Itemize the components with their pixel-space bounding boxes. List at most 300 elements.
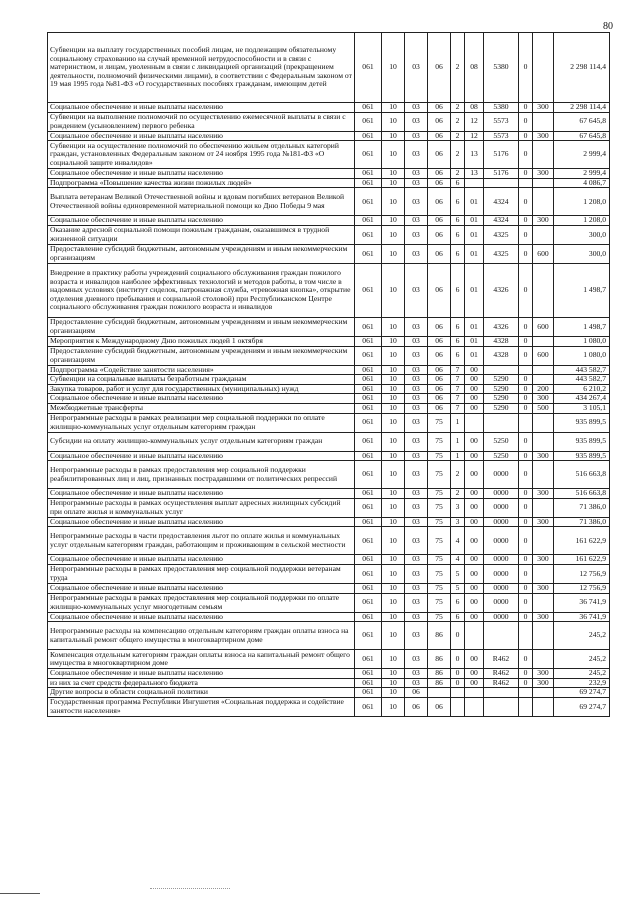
cell-ministry-code: 061: [355, 527, 382, 555]
cell-amount: 71 386,0: [554, 517, 610, 527]
cell-digit: 0: [519, 527, 533, 555]
cell-program: 75: [428, 583, 451, 593]
row-name: Внедрение в практику работы учреждений социального обслуживания граждан пожилого возраста и инвалидов наиболее эффективных технологий и методов работы, в том числе в надомных условиях (институт сиделок, патронажная служба, «тревожная кнопка», открытие отделения дневного пребывания и социальной столовой) при Республиканском Центре социального обслуживания граждан пожилого возраста и инвалидов: [48, 263, 355, 317]
cell-digit: 0: [519, 564, 533, 583]
cell-subsection: 03: [405, 169, 428, 179]
table-row: [48, 346, 610, 365]
cell-expense-type: 300: [533, 612, 554, 622]
cell-subprogram: [451, 688, 465, 698]
cell-event: 01: [465, 244, 484, 263]
table-row: [48, 650, 610, 669]
cell-program: 06: [428, 216, 451, 226]
cell-event: 13: [465, 141, 484, 169]
cell-subprogram: 2: [451, 141, 465, 169]
cell-amount: 2 298 114,4: [554, 33, 610, 103]
cell-subprogram: 6: [451, 216, 465, 226]
cell-digit: 0: [519, 517, 533, 527]
cell-program: 06: [428, 317, 451, 336]
cell-subsection: 03: [405, 564, 428, 583]
cell-direction: 5290: [484, 375, 519, 385]
cell-subprogram: 0: [451, 622, 465, 650]
cell-expense-type: [533, 593, 554, 612]
cell-direction: 4325: [484, 225, 519, 244]
cell-subsection: 03: [405, 650, 428, 669]
cell-ministry-code: 061: [355, 384, 382, 394]
cell-event: 00: [465, 489, 484, 499]
cell-section: 10: [382, 555, 405, 565]
cell-ministry-code: 061: [355, 317, 382, 336]
table-row: [48, 178, 610, 188]
cell-event: 01: [465, 263, 484, 317]
cell-ministry-code: 061: [355, 112, 382, 131]
cell-event: 12: [465, 112, 484, 131]
table-row: [48, 432, 610, 451]
cell-expense-type: 600: [533, 244, 554, 263]
row-name: Предоставление субсидий бюджетным, автономным учреждениям и иным некоммерческим организациям: [48, 346, 355, 365]
row-name: Субвенции на выполнение полномочий по осуществлению ежемесячной выплаты в связи с рождением (усыновлением) первого ребенка: [48, 112, 355, 131]
table-row: [48, 317, 610, 336]
row-name: Социальное обеспечение и иные выплаты населению: [48, 216, 355, 226]
cell-direction: 4326: [484, 263, 519, 317]
cell-ministry-code: 061: [355, 612, 382, 622]
cell-program: 06: [428, 365, 451, 375]
cell-subprogram: 2: [451, 169, 465, 179]
cell-amount: 2 298 114,4: [554, 103, 610, 113]
cell-direction: 4328: [484, 346, 519, 365]
table-row: [48, 564, 610, 583]
cell-section: 10: [382, 169, 405, 179]
cell-amount: 1 208,0: [554, 216, 610, 226]
cell-digit: 0: [519, 489, 533, 499]
cell-expense-type: 300: [533, 216, 554, 226]
cell-digit: 0: [519, 33, 533, 103]
cell-digit: [519, 697, 533, 716]
cell-digit: 0: [519, 336, 533, 346]
cell-expense-type: [533, 688, 554, 698]
cell-section: 10: [382, 650, 405, 669]
cell-program: 06: [428, 169, 451, 179]
row-name: Социальное обеспечение и иные выплаты населению: [48, 517, 355, 527]
cell-section: 10: [382, 498, 405, 517]
cell-subsection: 03: [405, 612, 428, 622]
cell-program: 06: [428, 225, 451, 244]
cell-event: 00: [465, 403, 484, 413]
cell-subsection: 03: [405, 375, 428, 385]
cell-amount: 935 899,5: [554, 432, 610, 451]
cell-program: 06: [428, 375, 451, 385]
cell-subsection: 03: [405, 413, 428, 432]
cell-subsection: 03: [405, 178, 428, 188]
cell-digit: 0: [519, 498, 533, 517]
cell-amount: 245,2: [554, 650, 610, 669]
cell-amount: 443 582,7: [554, 365, 610, 375]
cell-direction: 5176: [484, 141, 519, 169]
cell-program: 75: [428, 593, 451, 612]
cell-expense-type: [533, 33, 554, 103]
cell-direction: R462: [484, 669, 519, 679]
cell-subsection: 03: [405, 317, 428, 336]
table-row: [48, 593, 610, 612]
row-name: Социальное обеспечение и иные выплаты населению: [48, 555, 355, 565]
cell-ministry-code: 061: [355, 103, 382, 113]
cell-amount: 232,9: [554, 678, 610, 688]
row-name: Непрограммные расходы в рамках осуществления выплат адресных жилищных субсидий при оплате жилья и коммунальных услуг: [48, 498, 355, 517]
cell-program: 06: [428, 384, 451, 394]
table-row: [48, 141, 610, 169]
cell-direction: [484, 413, 519, 432]
row-name: Социальное обеспечение и иные выплаты населению: [48, 169, 355, 179]
cell-subprogram: 2: [451, 103, 465, 113]
cell-subprogram: 1: [451, 413, 465, 432]
cell-subprogram: 6: [451, 317, 465, 336]
cell-subprogram: 0: [451, 669, 465, 679]
cell-expense-type: 300: [533, 394, 554, 404]
cell-subsection: 03: [405, 336, 428, 346]
cell-event: 01: [465, 346, 484, 365]
cell-expense-type: 600: [533, 317, 554, 336]
cell-section: 10: [382, 669, 405, 679]
cell-expense-type: [533, 225, 554, 244]
cell-amount: 71 386,0: [554, 498, 610, 517]
cell-expense-type: 600: [533, 346, 554, 365]
cell-direction: 0000: [484, 498, 519, 517]
cell-amount: 161 622,9: [554, 527, 610, 555]
cell-subprogram: 6: [451, 178, 465, 188]
cell-direction: 4326: [484, 317, 519, 336]
cell-event: [465, 697, 484, 716]
cell-amount: 36 741,9: [554, 593, 610, 612]
cell-digit: [519, 622, 533, 650]
table-row: [48, 263, 610, 317]
row-name: Непрограммные расходы в рамках реализации мер социальной поддержки по оплате жилищно-коммунальных услуг отдельным категориям граждан: [48, 413, 355, 432]
cell-expense-type: [533, 498, 554, 517]
cell-subprogram: 1: [451, 432, 465, 451]
cell-subprogram: 0: [451, 650, 465, 669]
cell-subsection: 03: [405, 244, 428, 263]
cell-subsection: 03: [405, 555, 428, 565]
row-name: Социальное обеспечение и иные выплаты населению: [48, 451, 355, 461]
cell-event: 00: [465, 432, 484, 451]
cell-ministry-code: 061: [355, 669, 382, 679]
cell-expense-type: [533, 263, 554, 317]
row-name: Социальное обеспечение и иные выплаты населению: [48, 103, 355, 113]
cell-event: 00: [465, 678, 484, 688]
cell-expense-type: [533, 622, 554, 650]
cell-digit: 0: [519, 103, 533, 113]
cell-subsection: 03: [405, 131, 428, 141]
cell-section: 10: [382, 697, 405, 716]
cell-ministry-code: 061: [355, 141, 382, 169]
cell-subsection: 03: [405, 489, 428, 499]
row-name: Выплата ветеранам Великой Отечественной войны и вдовам погибших ветеранов Великой Отечественной войны единовременной материальной помощи ко Дню Победы 9 мая: [48, 188, 355, 216]
cell-event: 00: [465, 394, 484, 404]
cell-event: 08: [465, 33, 484, 103]
cell-direction: 0000: [484, 564, 519, 583]
cell-ministry-code: 061: [355, 555, 382, 565]
cell-direction: 5250: [484, 432, 519, 451]
cell-subprogram: 1: [451, 451, 465, 461]
cell-ministry-code: 061: [355, 169, 382, 179]
cell-digit: 0: [519, 403, 533, 413]
cell-section: 10: [382, 403, 405, 413]
row-name: Социальное обеспечение и иные выплаты населению: [48, 612, 355, 622]
cell-expense-type: 300: [533, 669, 554, 679]
cell-event: 00: [465, 564, 484, 583]
cell-digit: 0: [519, 141, 533, 169]
cell-ministry-code: 061: [355, 461, 382, 489]
row-name: Непрограммные расходы в рамках предоставления мер социальной поддержки реабилитированных лиц и лиц, признанных пострадавшими от политических репрессий: [48, 461, 355, 489]
cell-direction: 5290: [484, 403, 519, 413]
cell-digit: 0: [519, 451, 533, 461]
cell-digit: 0: [519, 216, 533, 226]
table-row: [48, 555, 610, 565]
table-row: [48, 622, 610, 650]
cell-subsection: 03: [405, 622, 428, 650]
cell-subprogram: 7: [451, 375, 465, 385]
cell-digit: [519, 178, 533, 188]
cell-event: 08: [465, 103, 484, 113]
row-name: Социальное обеспечение и иные выплаты населению: [48, 131, 355, 141]
cell-subprogram: 7: [451, 394, 465, 404]
table-row: [48, 216, 610, 226]
table-row: [48, 669, 610, 679]
cell-expense-type: 300: [533, 583, 554, 593]
row-name: Субсидии на оплату жилищно-коммунальных услуг отдельным категориям граждан: [48, 432, 355, 451]
cell-program: 75: [428, 612, 451, 622]
cell-subprogram: 6: [451, 336, 465, 346]
cell-ministry-code: 061: [355, 564, 382, 583]
cell-section: 10: [382, 244, 405, 263]
cell-digit: [519, 413, 533, 432]
cell-digit: 0: [519, 669, 533, 679]
cell-program: 06: [428, 697, 451, 716]
cell-expense-type: [533, 141, 554, 169]
cell-expense-type: 300: [533, 103, 554, 113]
cell-expense-type: 300: [533, 131, 554, 141]
cell-subprogram: 0: [451, 678, 465, 688]
cell-section: 10: [382, 188, 405, 216]
cell-amount: 161 622,9: [554, 555, 610, 565]
cell-program: 75: [428, 432, 451, 451]
cell-digit: 0: [519, 112, 533, 131]
cell-event: 01: [465, 336, 484, 346]
cell-program: 06: [428, 112, 451, 131]
cell-subprogram: 6: [451, 225, 465, 244]
cell-expense-type: 300: [533, 555, 554, 565]
cell-ministry-code: 061: [355, 188, 382, 216]
cell-event: 01: [465, 216, 484, 226]
cell-program: 86: [428, 650, 451, 669]
cell-subsection: 03: [405, 593, 428, 612]
cell-subprogram: 6: [451, 593, 465, 612]
table-row: [48, 697, 610, 716]
cell-ministry-code: 061: [355, 650, 382, 669]
cell-ministry-code: 061: [355, 498, 382, 517]
cell-expense-type: [533, 697, 554, 716]
cell-event: 13: [465, 169, 484, 179]
cell-subsection: 03: [405, 112, 428, 131]
cell-direction: 5573: [484, 131, 519, 141]
cell-ministry-code: 061: [355, 244, 382, 263]
cell-digit: 0: [519, 612, 533, 622]
cell-event: 00: [465, 384, 484, 394]
row-name: Социальное обеспечение и иные выплаты населению: [48, 489, 355, 499]
row-name: Другие вопросы в области социальной политики: [48, 688, 355, 698]
cell-direction: 0000: [484, 527, 519, 555]
cell-expense-type: [533, 336, 554, 346]
cell-event: [465, 413, 484, 432]
row-name: Социальное обеспечение и иные выплаты населению: [48, 669, 355, 679]
cell-subsection: 03: [405, 498, 428, 517]
cell-subprogram: 6: [451, 188, 465, 216]
cell-expense-type: [533, 650, 554, 669]
cell-program: 06: [428, 141, 451, 169]
row-name: Непрограммные расходы в рамках предоставления мер социальной поддержки ветеранам труда: [48, 564, 355, 583]
row-name: Межбюджетные трансферты: [48, 403, 355, 413]
cell-expense-type: 300: [533, 451, 554, 461]
row-name: Непрограммные расходы в части предоставления льгот по оплате жилья и коммунальных услуг отдельным категориям граждан, работающим и проживающим в сельской местности: [48, 527, 355, 555]
cell-digit: 0: [519, 346, 533, 365]
cell-event: 12: [465, 131, 484, 141]
cell-amount: 300,0: [554, 244, 610, 263]
table-row: [48, 688, 610, 698]
cell-section: 10: [382, 317, 405, 336]
row-name: Субвенции на осуществление полномочий по обеспечению жильем отдельных категорий граждан, установленных Федеральным законом от 24 ноября 1995 года №181-ФЗ «О социальной защите инвалидов»: [48, 141, 355, 169]
cell-ministry-code: 061: [355, 583, 382, 593]
cell-event: 00: [465, 612, 484, 622]
table-row: [48, 461, 610, 489]
cell-direction: [484, 178, 519, 188]
table-row: [48, 403, 610, 413]
cell-subsection: 03: [405, 141, 428, 169]
cell-program: 86: [428, 622, 451, 650]
cell-amount: 443 582,7: [554, 375, 610, 385]
cell-amount: 4 086,7: [554, 178, 610, 188]
cell-ministry-code: 061: [355, 451, 382, 461]
cell-digit: 0: [519, 317, 533, 336]
cell-event: [465, 622, 484, 650]
cell-event: 00: [465, 498, 484, 517]
table-row: [48, 103, 610, 113]
cell-section: 10: [382, 225, 405, 244]
cell-section: 10: [382, 263, 405, 317]
cell-direction: 0000: [484, 583, 519, 593]
cell-direction: 5290: [484, 384, 519, 394]
cell-subprogram: 5: [451, 583, 465, 593]
cell-digit: 0: [519, 432, 533, 451]
cell-ministry-code: 061: [355, 489, 382, 499]
cell-program: 06: [428, 103, 451, 113]
cell-digit: [519, 688, 533, 698]
cell-subsection: 03: [405, 461, 428, 489]
cell-amount: 516 663,8: [554, 461, 610, 489]
cell-expense-type: 200: [533, 384, 554, 394]
cell-section: 10: [382, 375, 405, 385]
row-name: Государственная программа Республики Ингушетия «Социальная поддержка и содействие занятости населения»: [48, 697, 355, 716]
table-row: [48, 489, 610, 499]
table-row: [48, 527, 610, 555]
cell-subprogram: 6: [451, 612, 465, 622]
cell-subprogram: [451, 697, 465, 716]
cell-program: 06: [428, 131, 451, 141]
table-row: [48, 384, 610, 394]
cell-direction: [484, 622, 519, 650]
cell-amount: 3 105,1: [554, 403, 610, 413]
cell-ministry-code: 061: [355, 394, 382, 404]
cell-digit: 0: [519, 394, 533, 404]
cell-program: 06: [428, 394, 451, 404]
cell-direction: 5290: [484, 394, 519, 404]
cell-expense-type: 300: [533, 489, 554, 499]
cell-amount: 69 274,7: [554, 688, 610, 698]
cell-subprogram: 2: [451, 131, 465, 141]
cell-ministry-code: 061: [355, 263, 382, 317]
cell-digit: 0: [519, 188, 533, 216]
cell-ministry-code: 061: [355, 216, 382, 226]
cell-expense-type: 300: [533, 678, 554, 688]
cell-digit: 0: [519, 375, 533, 385]
cell-ministry-code: 061: [355, 622, 382, 650]
cell-subsection: 03: [405, 365, 428, 375]
cell-subsection: 03: [405, 225, 428, 244]
table-row: [48, 169, 610, 179]
row-name: Субвенции на социальные выплаты безработным гражданам: [48, 375, 355, 385]
row-name: Компенсация отдельным категориям граждан оплаты взноса на капитальный ремонт общего имущества в многоквартирном доме: [48, 650, 355, 669]
cell-ministry-code: 061: [355, 413, 382, 432]
table-row: [48, 188, 610, 216]
cell-ministry-code: 061: [355, 432, 382, 451]
cell-program: 75: [428, 555, 451, 565]
budget-table: [47, 32, 610, 717]
cell-program: 75: [428, 461, 451, 489]
cell-event: 00: [465, 375, 484, 385]
row-name: Непрограммные расходы в рамках предоставления мер социальной поддержки по оплате жилищно-коммунальных услуг многодетным семьям: [48, 593, 355, 612]
cell-section: 10: [382, 336, 405, 346]
cell-subprogram: 2: [451, 33, 465, 103]
cell-subprogram: 5: [451, 564, 465, 583]
cell-program: 75: [428, 527, 451, 555]
cell-amount: 1 080,0: [554, 346, 610, 365]
cell-subprogram: 6: [451, 346, 465, 365]
page-number: 80: [603, 21, 613, 32]
row-name: Подпрограмма «Повышение качества жизни пожилых людей»: [48, 178, 355, 188]
cell-digit: 0: [519, 555, 533, 565]
cell-section: 10: [382, 413, 405, 432]
cell-ministry-code: 061: [355, 131, 382, 141]
cell-event: 00: [465, 527, 484, 555]
cell-ministry-code: 061: [355, 336, 382, 346]
cell-section: 10: [382, 346, 405, 365]
cell-program: 75: [428, 498, 451, 517]
cell-subsection: 03: [405, 451, 428, 461]
cell-expense-type: 300: [533, 169, 554, 179]
cell-subsection: 03: [405, 403, 428, 413]
cell-program: 06: [428, 178, 451, 188]
cell-amount: 36 741,9: [554, 612, 610, 622]
cell-digit: 0: [519, 169, 533, 179]
cell-ministry-code: 061: [355, 346, 382, 365]
cell-program: 06: [428, 188, 451, 216]
cell-expense-type: [533, 365, 554, 375]
cell-amount: 2 999,4: [554, 169, 610, 179]
row-name: Предоставление субсидий бюджетным, автономным учреждениям и иным некоммерческим организациям: [48, 244, 355, 263]
cell-event: 00: [465, 593, 484, 612]
cell-section: 10: [382, 33, 405, 103]
cell-event: 01: [465, 317, 484, 336]
cell-event: [465, 688, 484, 698]
table-row: [48, 244, 610, 263]
cell-expense-type: [533, 432, 554, 451]
